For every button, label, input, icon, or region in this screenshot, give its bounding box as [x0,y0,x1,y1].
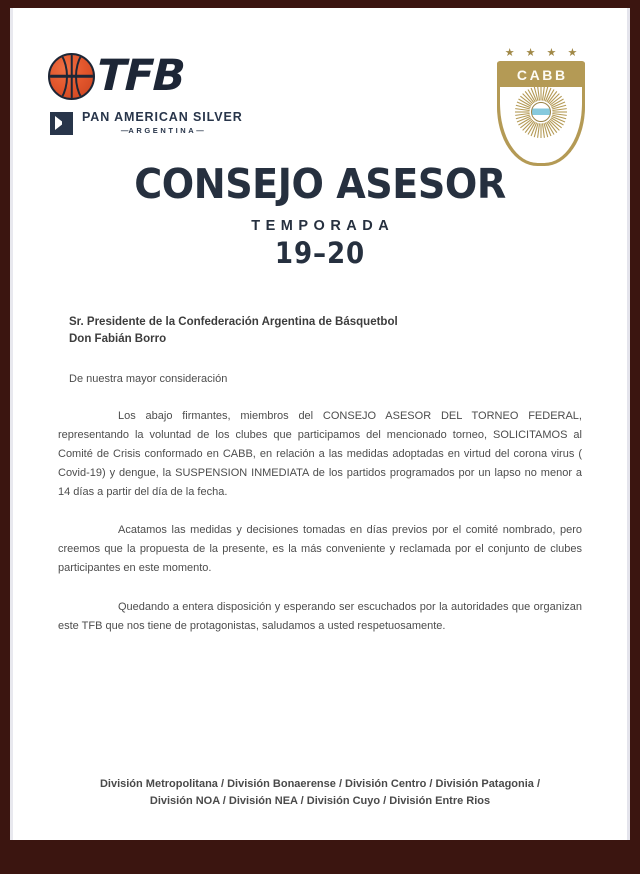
page-title: CONSEJO ASESOR [134,160,506,208]
tfb-lockup [48,50,308,102]
divisions-line-2: División NOA / División NEA / División Cuyo / División Entre Rios [149,794,491,807]
tfb-logo [48,50,308,135]
season-years: 19–20 [274,236,366,270]
stars-icon: ★ ★ ★ ★ [504,47,582,59]
cabb-label: CABB [500,64,582,87]
sponsor-country: ARGENTINA [128,126,197,136]
document-page [10,8,630,840]
dash-left: — [120,126,129,136]
sun-core [531,102,551,122]
body-paragraph-2: Acatamos las medidas y decisiones tomadas en días previos por el comité nombrado, pero creemos que la propuesta de la presente, es la más conveniente y reclamada por el conjunto de clubes participantes en este momento. [58,524,582,575]
sponsor-text [82,111,243,135]
addressee-line-1: Sr. Presidente de la Confederación Argentina de Básquetbol [69,316,398,328]
letterhead [13,8,627,158]
sponsor-country-line [82,126,243,135]
shield-icon [497,61,585,163]
divisions-footer [13,776,627,810]
document-title-block [13,160,627,270]
basketball-icon [48,53,95,100]
pan-american-silver-logo [50,111,308,135]
letter-body [58,314,582,636]
dash-right: — [196,126,204,136]
sponsor-name: PAN AMERICAN SILVER [82,110,243,124]
cabb-logo [493,48,589,163]
chevron-arrow-icon [50,112,73,135]
divisions-line-1: División Metropolitana / División Bonaerense / División Centro / División Patagonia / [99,777,541,790]
body-paragraph-1: Los abajo firmantes, miembros del CONSEJO ASESOR DEL TORNEO FEDERAL, representando la voluntad de los clubes que participamos del mencionado torneo, SOLICITAMOS al Comité de Crisis conformado en CABB, en relación a las medidas adoptadas en virtud del corona virus ( Covid-19) y dengue, la SUSPENSION INMEDIATA de los partidos programados por un lapso no menor a 14 días a partir del día de la fecha. [58,409,582,498]
sun-of-may-icon [513,84,569,140]
tfb-wordmark: TFB [96,50,185,101]
addressee-line-2: Don Fabián Borro [69,333,167,346]
season-label: TEMPORADA [251,218,395,234]
addressee-block [69,314,582,349]
body-paragraph-3: Quedando a entera disposición y esperando ser escuchados por la autoridades que organizan este TFB que nos tiene de protagonistas, saludamos a usted respetuosamente. [58,601,582,633]
salutation: De nuestra mayor consideración [69,372,228,385]
